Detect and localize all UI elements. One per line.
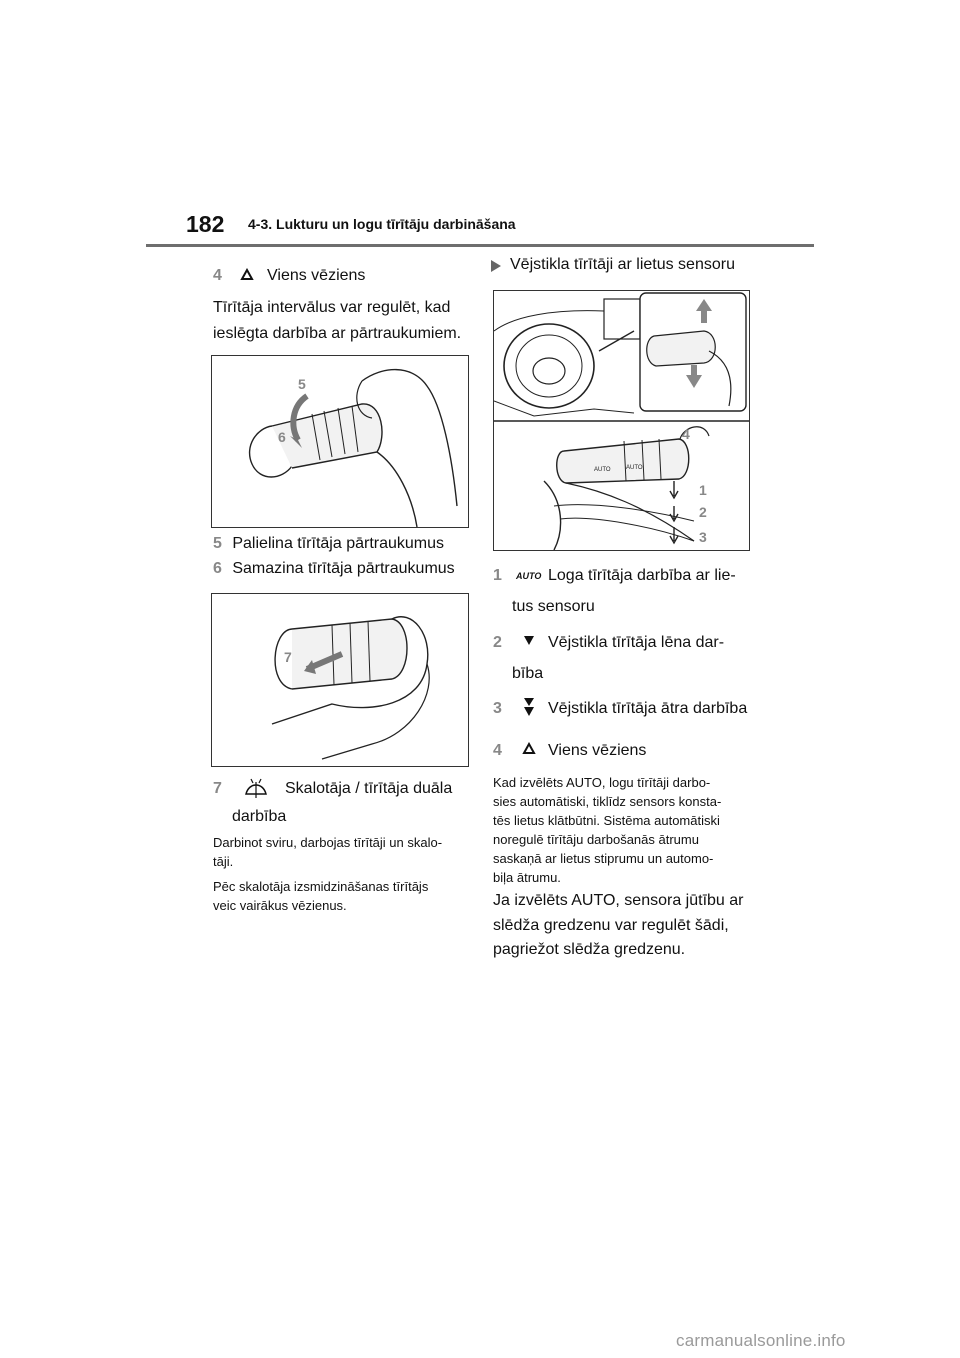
figure-label: 7 [284,649,292,665]
paragraph-line: pagriežot slēdža gredzenu. [493,941,686,958]
right-item-4 [493,742,502,760]
item-label: Vējstikla tīrītāja lēna dar- [548,634,725,651]
washer-icon [243,776,269,800]
item-number: 2 [493,634,502,651]
item-number: 6 [213,560,222,577]
figure-washer-pull [211,593,469,767]
item-label: Viens vēziens [548,742,647,759]
item-label-continued: bība [512,665,544,682]
item-label: Palielina tīrītāja pārtraukumus [232,535,445,552]
figure-intermittent-adjust [211,355,469,528]
note-line: saskaņā ar lietus stiprumu un automo- [493,851,714,866]
item-number: 7 [213,780,222,797]
left-item-4 [213,267,222,285]
chapter-title: 4-3. Lukturu un logu tīrītāju darbināšana [248,216,516,232]
item-label: Skalotāja / tīrītāja duāla [285,780,453,797]
single-wipe-icon [240,268,254,282]
note-line: tēs lietus klātbūtni. Sistēma automātiski [493,813,720,828]
note-line: Kad izvēlēts AUTO, logu tīrītāji darbo- [493,775,711,790]
paragraph-line: slēdža gredzenu var regulēt šādi, [493,917,729,934]
paragraph-line: ieslēgta darbība ar pārtraukumiem. [213,325,462,342]
figure-label: 3 [699,529,707,545]
note-line: Darbinot sviru, darbojas tīrītāji un skalo- [213,835,443,850]
item-label: Loga tīrītāja darbība ar lie- [548,567,736,584]
single-wipe-icon [522,742,536,756]
note-line: tāji. [213,854,234,869]
note-line: sies automātiski, tiklīdz sensors konsta- [493,794,722,809]
item-number: 5 [213,535,222,552]
note-line: veic vairākus vēzienus. [213,898,347,913]
figure-label: 2 [699,504,707,520]
auto-icon: AUTO [516,571,542,581]
paragraph-line: Ja izvēlēts AUTO, sensora jūtību ar [493,892,744,909]
section-bullet-icon [490,259,502,273]
figure-label: 1 [699,482,707,498]
item-label-continued: darbība [232,808,287,825]
figure-label: AUTO [594,467,611,473]
item-label: Viens vēziens [267,267,366,284]
item-label-continued: tus sensoru [512,598,595,615]
slow-wipe-icon [523,634,535,646]
header-rule [146,244,814,247]
right-item-2 [493,634,502,652]
item-number: 3 [493,700,502,717]
figure-rain-sensor-wipers [493,290,750,551]
left-item-5 [213,535,444,553]
left-item-7 [213,780,222,798]
figure-label: AUTO [626,465,643,471]
item-number: 1 [493,567,502,584]
item-number: 4 [493,742,502,759]
item-label: Vējstikla tīrītāja ātra darbība [548,700,748,717]
paragraph-line: Tīrītāja intervālus var regulēt, kad [213,299,451,316]
figure-label: 6 [278,429,286,445]
note-line: Pēc skalotāja izsmidzināšanas tīrītājs [213,879,429,894]
item-label: Samazina tīrītāja pārtraukumus [232,560,455,577]
figure-label: 4 [682,426,690,442]
figure-label: 5 [298,376,306,392]
fast-wipe-icon [523,697,535,717]
page-number: 182 [186,211,225,237]
item-number: 4 [213,267,222,284]
left-item-6 [213,560,455,578]
right-item-1 [493,567,502,585]
section-title: Vējstikla tīrītāji ar lietus sensoru [510,256,735,273]
watermark: carmanualsonline.info [676,1331,846,1350]
note-line: noregulē tīrītāju darbošanās ātrumu [493,832,699,847]
right-item-3 [493,700,502,718]
note-line: biļa ātrumu. [493,870,561,885]
